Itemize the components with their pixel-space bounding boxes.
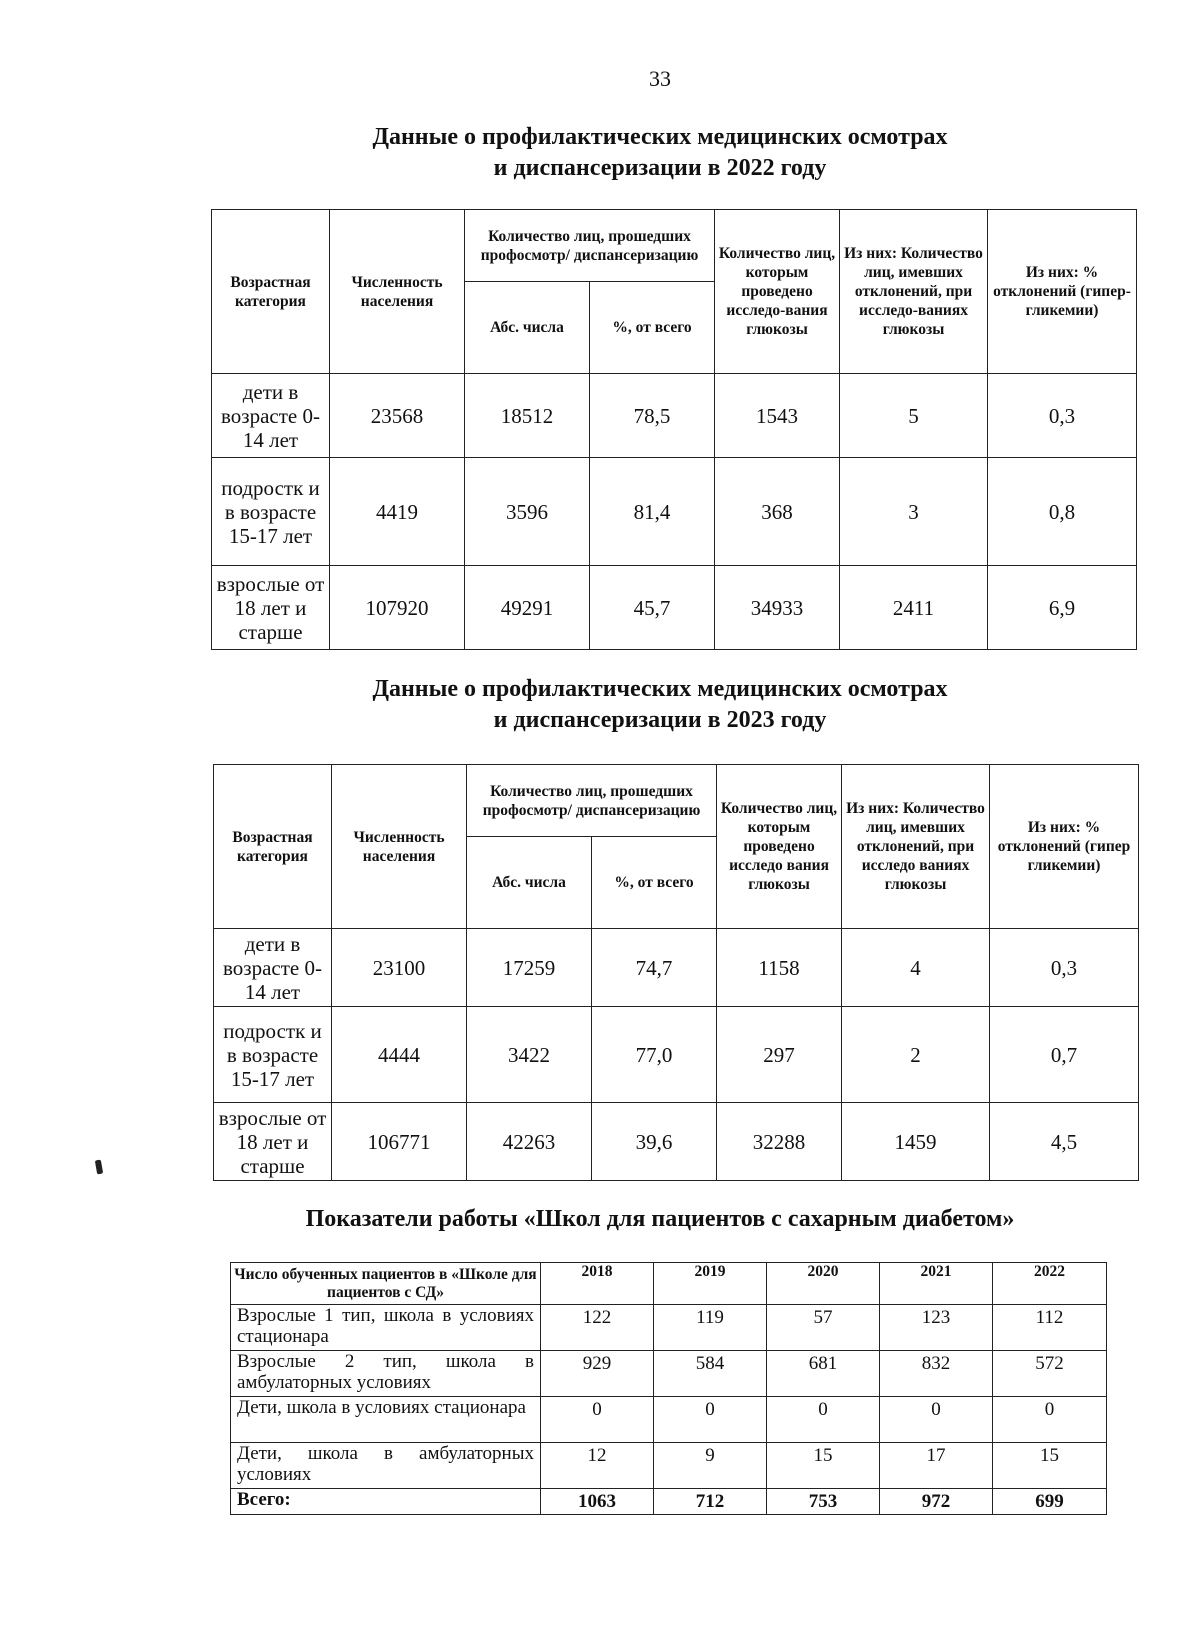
row-label: Дети, школа в амбулаторных условиях [231,1443,541,1489]
deviations-cell: 2411 [840,566,988,650]
value-cell: 0 [880,1397,993,1443]
abs-cell: 3596 [465,458,590,566]
age-category-cell: взрослые от 18 лет и старше [214,1103,332,1181]
abs-cell: 3422 [467,1007,592,1103]
population-cell: 4419 [330,458,465,566]
header-examined-group: Количество лиц, прошедших профосмотр/ диспансеризацию [465,210,715,282]
table-2022-title-line1: Данные о профилактических медицинских осмотрах [372,124,948,150]
total-row [231,1489,1107,1515]
value-cell: 832 [880,1351,993,1397]
deviation-pct-cell: 0,8 [988,458,1137,566]
value-cell: 584 [654,1351,767,1397]
age-category-cell: взрослые от 18 лет и старше [212,566,330,650]
header-population: Численность населения [330,210,465,374]
abs-cell: 17259 [467,929,592,1007]
table-2023-title [0,674,1200,736]
table-row [231,1443,1107,1489]
header-year: 2022 [993,1263,1107,1305]
header-glucose-tested: Количество лиц, которым проведено исследо-вания глюкозы [715,210,840,374]
population-cell: 23568 [330,374,465,458]
header-population: Численность населения [332,765,467,929]
deviations-cell: 1459 [842,1103,990,1181]
header-examined-group: Количество лиц, прошедших профосмотр/ диспансеризацию [467,765,717,837]
deviation-pct-cell: 0,3 [988,374,1137,458]
table-row [212,458,1137,566]
table-2022-title [0,122,1200,184]
header-deviations: Из них: Количество лиц, имевших отклонений, при исследо-ваниях глюкозы [840,210,988,374]
value-cell: 15 [993,1443,1107,1489]
row-label: Взрослые 1 тип, школа в условиях стационара [231,1305,541,1351]
deviation-pct-cell: 0,7 [990,1007,1139,1103]
population-cell: 106771 [332,1103,467,1181]
total-label: Всего: [231,1489,541,1515]
deviations-cell: 2 [842,1007,990,1103]
table-row [214,929,1139,1007]
table-row [231,1397,1107,1443]
deviation-pct-cell: 6,9 [988,566,1137,650]
table-row [212,374,1137,458]
value-cell: 929 [541,1351,654,1397]
age-category-cell: подростк и в возрасте 15-17 лет [214,1007,332,1103]
abs-cell: 49291 [465,566,590,650]
age-category-cell: дети в возрасте 0-14 лет [214,929,332,1007]
table-2022-title-line2: и диспансеризации в 2022 году [493,155,827,181]
deviation-pct-cell: 0,3 [990,929,1139,1007]
age-category-cell: дети в возрасте 0-14 лет [212,374,330,458]
pct-cell: 81,4 [590,458,715,566]
header-deviation-pct: Из них: % отклонений (гипер гликемии) [990,765,1139,929]
glucose-cell: 368 [715,458,840,566]
header-pct: %, от всего [592,837,717,929]
header-age-category: Возрастная категория [212,210,330,374]
value-cell: 0 [993,1397,1107,1443]
value-cell: 9 [654,1443,767,1489]
glucose-cell: 32288 [717,1103,842,1181]
header-age-category: Возрастная категория [214,765,332,929]
glucose-cell: 34933 [715,566,840,650]
header-abs: Абс. числа [467,837,592,929]
header-abs: Абс. числа [465,282,590,374]
value-cell: 12 [541,1443,654,1489]
value-cell: 57 [767,1305,880,1351]
pct-cell: 78,5 [590,374,715,458]
table-2022 [211,209,1137,650]
glucose-cell: 1543 [715,374,840,458]
table-2023 [213,764,1139,1181]
population-cell: 4444 [332,1007,467,1103]
table-row [212,566,1137,650]
population-cell: 107920 [330,566,465,650]
table-row [214,1103,1139,1181]
value-cell: 0 [767,1397,880,1443]
glucose-cell: 1158 [717,929,842,1007]
table-row [231,1305,1107,1351]
pct-cell: 45,7 [590,566,715,650]
total-cell: 972 [880,1489,993,1515]
value-cell: 681 [767,1351,880,1397]
total-cell: 712 [654,1489,767,1515]
deviations-cell: 5 [840,374,988,458]
table-2023-title-line2: и диспансеризации в 2023 году [493,707,827,733]
header-year: 2020 [767,1263,880,1305]
value-cell: 112 [993,1305,1107,1351]
age-category-cell: подростк и в возрасте 15-17 лет [212,458,330,566]
value-cell: 0 [654,1397,767,1443]
population-cell: 23100 [332,929,467,1007]
schools-title-text: Показатели работы «Школ для пациентов с сахарным диабетом» [305,1206,1015,1232]
value-cell: 15 [767,1443,880,1489]
table-row [231,1351,1107,1397]
deviations-cell: 4 [842,929,990,1007]
header-pct: %, от всего [590,282,715,374]
table-2023-title-line1: Данные о профилактических медицинских осмотрах [372,676,948,702]
table-row [214,1007,1139,1103]
abs-cell: 42263 [467,1103,592,1181]
value-cell: 0 [541,1397,654,1443]
value-cell: 119 [654,1305,767,1351]
header-deviation-pct: Из них: % отклонений (гипер-гликемии) [988,210,1137,374]
header-year: 2021 [880,1263,993,1305]
total-cell: 753 [767,1489,880,1515]
scan-mark [95,1160,103,1175]
total-cell: 1063 [541,1489,654,1515]
deviations-cell: 3 [840,458,988,566]
schools-table [230,1262,1107,1515]
value-cell: 123 [880,1305,993,1351]
header-year: 2018 [541,1263,654,1305]
schools-title [0,1204,1200,1235]
header-deviations: Из них: Количество лиц, имевших отклонений, при исследо ваниях глюкозы [842,765,990,929]
abs-cell: 18512 [465,374,590,458]
row-label: Дети, школа в условиях стационара [231,1397,541,1443]
glucose-cell: 297 [717,1007,842,1103]
row-label: Взрослые 2 тип, школа в амбулаторных условиях [231,1351,541,1397]
value-cell: 572 [993,1351,1107,1397]
header-patients-trained: Число обученных пациентов в «Школе для пациентов с СД» [231,1263,541,1305]
pct-cell: 74,7 [592,929,717,1007]
value-cell: 17 [880,1443,993,1489]
pct-cell: 39,6 [592,1103,717,1181]
total-cell: 699 [993,1489,1107,1515]
deviation-pct-cell: 4,5 [990,1103,1139,1181]
value-cell: 122 [541,1305,654,1351]
page-number: 33 [649,66,671,91]
header-year: 2019 [654,1263,767,1305]
pct-cell: 77,0 [592,1007,717,1103]
header-glucose-tested: Количество лиц, которым проведено исследо вания глюкозы [717,765,842,929]
